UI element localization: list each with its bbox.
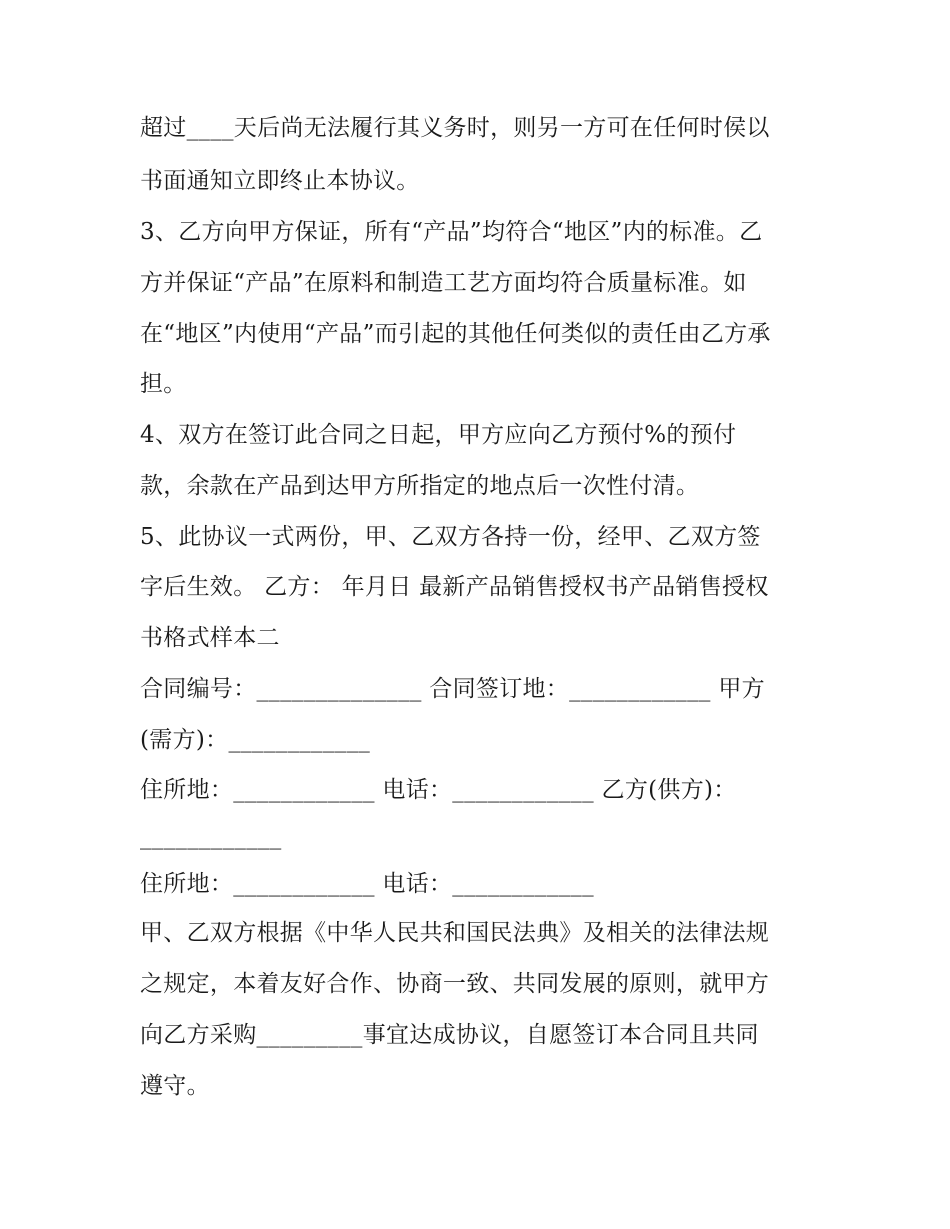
text-line: 书面通知立即终止本协议。 — [140, 168, 420, 194]
text-line: 遵守。 — [140, 1073, 210, 1099]
text-line: 之规定，本着友好合作、协商一致、共同发展的原则，就甲方 — [140, 971, 770, 997]
text-line: (需方)：____________ — [140, 727, 371, 753]
text-line: 字后生效。 乙方： 年月日 最新产品销售授权书产品销售授权 — [140, 574, 769, 600]
text-line: 款，余款在产品到达甲方所指定的地点后一次性付清。 — [140, 473, 700, 499]
text-line: 方并保证“产品”在原料和制造工艺方面均符合质量标准。如 — [140, 270, 747, 296]
text-line: 甲、乙双方根据《中华人民共和国民法典》及相关的法律法规 — [140, 920, 770, 946]
text-line: 5、此协议一式两份，甲、乙双方各持一份，经甲、乙双方签 — [140, 524, 761, 550]
text-line: 3、乙方向甲方保证，所有“产品”均符合“地区”内的标准。乙 — [140, 219, 763, 245]
text-line: 住所地：____________ 电话：____________ 乙方(供方)： — [140, 777, 737, 803]
text-line: 超过____天后尚无法履行其义务时，则另一方可在任何时侯以 — [140, 115, 770, 141]
text-line: 在“地区”内使用“产品”而引起的其他任何类似的责任由乙方承 — [140, 321, 771, 347]
text-line: 4、双方在签订此合同之日起，甲方应向乙方预付%的预付 — [140, 422, 737, 448]
text-line: 住所地：____________ 电话：____________ — [140, 871, 594, 897]
text-line: 书格式样本二 — [140, 625, 280, 651]
text-line: ____________ — [140, 824, 282, 850]
text-line: 担。 — [140, 371, 187, 397]
text-line: 向乙方采购_________事宜达成协议，自愿签订本合同且共同 — [140, 1022, 759, 1048]
text-line: 合同编号：______________ 合同签订地：____________ 甲方 — [140, 676, 765, 702]
